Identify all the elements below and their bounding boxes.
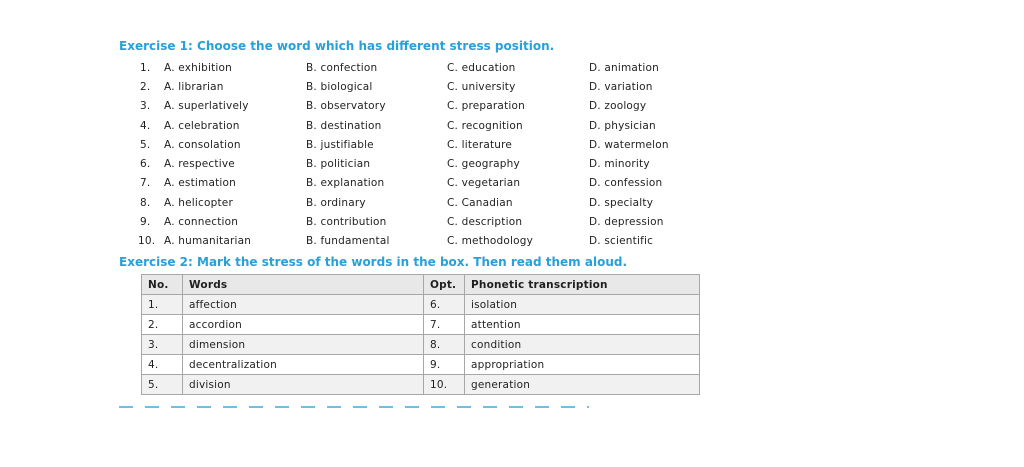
exercise-1-heading: Exercise 1: Choose the word which has different stress position. bbox=[119, 39, 555, 53]
option-b: B. confection bbox=[306, 62, 378, 74]
word-cell: dimension bbox=[183, 335, 424, 355]
option-b: B. justifiable bbox=[306, 139, 374, 151]
row-number: 3. bbox=[142, 335, 183, 355]
option-c: C. literature bbox=[447, 139, 513, 151]
option-number: 7. bbox=[424, 315, 465, 335]
question-number: 3. bbox=[140, 100, 151, 112]
option-a: A. librarian bbox=[164, 81, 224, 93]
table-row bbox=[142, 335, 700, 355]
row-number: 4. bbox=[142, 355, 183, 375]
question-row bbox=[0, 100, 1024, 119]
word-cell-2: generation bbox=[465, 375, 700, 395]
question-number: 6. bbox=[140, 158, 151, 170]
option-d: D. watermelon bbox=[589, 139, 669, 151]
option-a: A. humanitarian bbox=[164, 235, 252, 247]
header-no: No. bbox=[142, 275, 183, 295]
option-d: D. specialty bbox=[589, 197, 654, 209]
question-number: 2. bbox=[140, 81, 151, 93]
option-a: A. respective bbox=[164, 158, 235, 170]
question-row bbox=[0, 158, 1024, 177]
word-cell-2: isolation bbox=[465, 295, 700, 315]
word-cell-2: attention bbox=[465, 315, 700, 335]
header-words: Words bbox=[183, 275, 424, 295]
question-number: 9. bbox=[140, 216, 151, 228]
question-number: 4. bbox=[140, 120, 151, 132]
question-row bbox=[0, 216, 1024, 235]
option-c: C. geography bbox=[447, 158, 520, 170]
option-b: B. observatory bbox=[306, 100, 386, 112]
question-row bbox=[0, 62, 1024, 81]
option-d: D. animation bbox=[589, 62, 659, 74]
option-d: D. minority bbox=[589, 158, 650, 170]
option-c: C. preparation bbox=[447, 100, 525, 112]
option-b: B. ordinary bbox=[306, 197, 366, 209]
table-row bbox=[142, 295, 700, 315]
question-number: 8. bbox=[140, 197, 151, 209]
option-a: A. superlatively bbox=[164, 100, 249, 112]
table-row bbox=[142, 375, 700, 395]
option-c: C. vegetarian bbox=[447, 177, 521, 189]
header-phonetic: Phonetic transcription bbox=[465, 275, 700, 295]
question-number: 5. bbox=[140, 139, 151, 151]
option-number: 9. bbox=[424, 355, 465, 375]
word-cell: affection bbox=[183, 295, 424, 315]
option-d: D. physician bbox=[589, 120, 656, 132]
question-number: 1. bbox=[140, 62, 151, 74]
header-opt: Opt. bbox=[424, 275, 465, 295]
question-row bbox=[0, 139, 1024, 158]
cut-off-next-heading bbox=[119, 406, 589, 408]
option-d: D. confession bbox=[589, 177, 663, 189]
option-a: A. celebration bbox=[164, 120, 240, 132]
option-c: C. description bbox=[447, 216, 523, 228]
question-row bbox=[0, 197, 1024, 216]
option-number: 8. bbox=[424, 335, 465, 355]
table-header-row bbox=[142, 275, 700, 295]
option-a: A. estimation bbox=[164, 177, 237, 189]
option-a: A. consolation bbox=[164, 139, 241, 151]
option-c: C. education bbox=[447, 62, 516, 74]
option-b: B. fundamental bbox=[306, 235, 390, 247]
word-cell-2: appropriation bbox=[465, 355, 700, 375]
question-row bbox=[0, 235, 1024, 254]
option-number: 6. bbox=[424, 295, 465, 315]
option-d: D. scientific bbox=[589, 235, 654, 247]
option-d: D. zoology bbox=[589, 100, 647, 112]
exercise-2-heading: Exercise 2: Mark the stress of the words in the box. Then read them aloud. bbox=[119, 255, 628, 269]
option-d: D. depression bbox=[589, 216, 664, 228]
option-d: D. variation bbox=[589, 81, 653, 93]
option-c: C. Canadian bbox=[447, 197, 513, 209]
question-number: 7. bbox=[140, 177, 151, 189]
table-row bbox=[142, 355, 700, 375]
question-number: 10. bbox=[138, 235, 156, 247]
option-b: B. biological bbox=[306, 81, 373, 93]
question-row bbox=[0, 81, 1024, 100]
option-a: A. exhibition bbox=[164, 62, 233, 74]
option-c: C. recognition bbox=[447, 120, 523, 132]
option-c: C. university bbox=[447, 81, 516, 93]
word-cell: decentralization bbox=[183, 355, 424, 375]
option-b: B. contribution bbox=[306, 216, 387, 228]
word-cell: division bbox=[183, 375, 424, 395]
question-row bbox=[0, 120, 1024, 139]
word-cell: accordion bbox=[183, 315, 424, 335]
question-row bbox=[0, 177, 1024, 196]
option-number: 10. bbox=[424, 375, 465, 395]
row-number: 2. bbox=[142, 315, 183, 335]
option-a: A. connection bbox=[164, 216, 239, 228]
option-b: B. destination bbox=[306, 120, 382, 132]
exercise-2-table bbox=[141, 274, 700, 395]
option-b: B. explanation bbox=[306, 177, 385, 189]
row-number: 5. bbox=[142, 375, 183, 395]
option-c: C. methodology bbox=[447, 235, 534, 247]
row-number: 1. bbox=[142, 295, 183, 315]
option-a: A. helicopter bbox=[164, 197, 233, 209]
word-cell-2: condition bbox=[465, 335, 700, 355]
table-row bbox=[142, 315, 700, 335]
option-b: B. politician bbox=[306, 158, 371, 170]
